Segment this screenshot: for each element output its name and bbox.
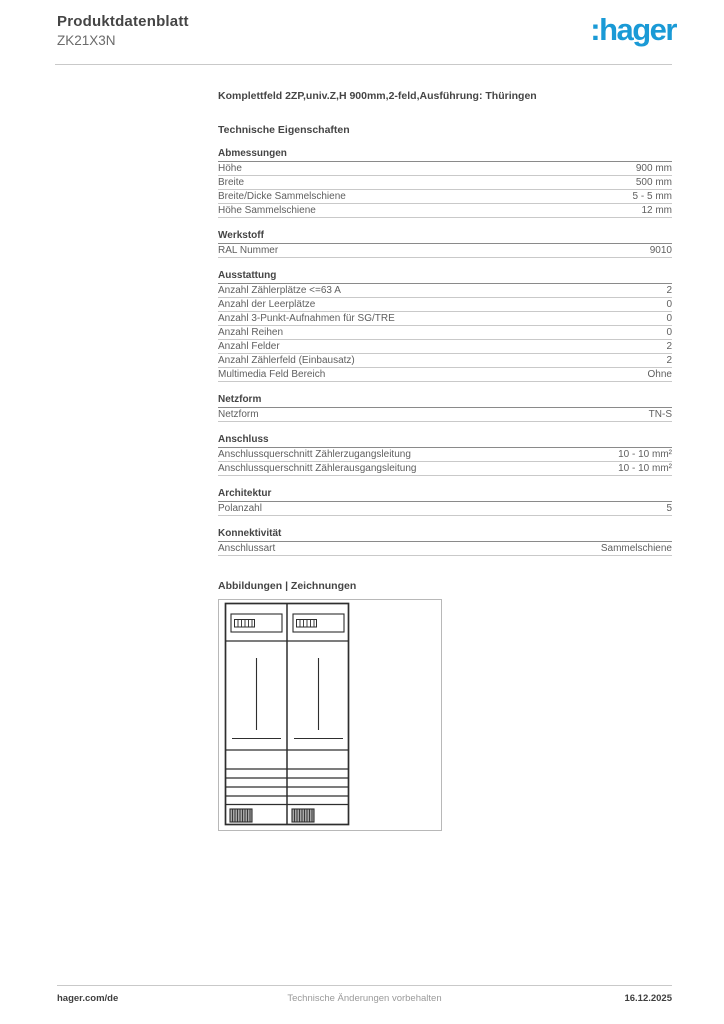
spec-row [218,244,672,258]
spec-row [218,204,672,218]
spec-label: Breite/Dicke Sammelschiene [218,190,346,202]
spec-label: Polanzahl [218,502,262,514]
spec-value: 12 mm [641,204,672,216]
header-divider [55,64,672,65]
section-netzform [218,394,672,422]
spec-label: Netzform [218,408,259,420]
section-title: Anschluss [218,434,672,448]
spec-value: TN-S [648,408,672,420]
spec-value: 2 [666,284,672,296]
drawings-heading: Abbildungen | Zeichnungen [218,580,357,592]
section-title: Konnektivität [218,528,672,542]
spec-label: Höhe Sammelschiene [218,204,316,216]
section-title: Architektur [218,488,672,502]
spec-value: Sammelschiene [600,542,672,554]
spec-value: 10 - 10 mm² [618,448,672,460]
section-title: Netzform [218,394,672,408]
spec-row [218,162,672,176]
header-text-block [57,13,189,48]
spec-label: Anschlussquerschnitt Zählerausgangsleitung [218,462,417,474]
spec-label: Anzahl Felder [218,340,280,352]
section-title: Werkstoff [218,230,672,244]
spec-row [218,340,672,354]
content-column [218,90,672,831]
spec-value: Ohne [647,368,672,380]
product-drawing [218,599,442,831]
spec-value: 0 [666,312,672,324]
tech-properties-heading: Technische Eigenschaften [218,124,350,136]
spec-value: 10 - 10 mm² [618,462,672,474]
spec-value: 2 [666,354,672,366]
spec-row [218,312,672,326]
spec-row [218,284,672,298]
footer-date: 16.12.2025 [624,993,672,1004]
product-reference: ZK21X3N [57,33,116,48]
spec-row [218,190,672,204]
spec-label: Multimedia Feld Bereich [218,368,326,380]
spec-row [218,354,672,368]
spec-label: Höhe [218,162,242,174]
footer-website-link[interactable]: hager.com/de [57,993,119,1004]
page-header [57,13,676,48]
spec-value: 900 mm [635,162,672,174]
spec-label: Breite [218,176,245,188]
section-title: Ausstattung [218,270,672,284]
spec-row [218,448,672,462]
spec-label: Anzahl der Leerplätze [218,298,316,310]
spec-value: 2 [666,340,672,352]
document-type: Produktdatenblatt [57,13,189,30]
hager-logo: :hager [590,12,676,47]
section-abmessungen [218,148,672,218]
section-konnektivitaet [218,528,672,556]
spec-label: Anschlussquerschnitt Zählerzugangsleitung [218,448,411,460]
spec-value: 0 [666,298,672,310]
spec-row [218,368,672,382]
cabinet-schematic-drawing [219,600,441,830]
section-anschluss [218,434,672,476]
section-werkstoff [218,230,672,258]
spec-value: 5 [666,502,672,514]
section-title: Abmessungen [218,148,672,162]
spec-value: 0 [666,326,672,338]
spec-row [218,326,672,340]
spec-label: Anzahl Zählerplätze <=63 A [218,284,341,296]
spec-row [218,176,672,190]
product-title: Komplettfeld 2ZP,univ.Z,H 900mm,2-feld,Ausführung: Thüringen [218,90,537,102]
spec-row [218,542,672,556]
section-ausstattung [218,270,672,382]
page-footer [57,985,672,1004]
footer-disclaimer: Technische Änderungen vorbehalten [287,993,442,1004]
spec-label: RAL Nummer [218,244,279,256]
section-architektur [218,488,672,516]
spec-row [218,298,672,312]
spec-label: Anzahl Zählerfeld (Einbausatz) [218,354,355,366]
spec-row [218,408,672,422]
spec-row [218,462,672,476]
spec-value: 500 mm [635,176,672,188]
spec-label: Anzahl Reihen [218,326,284,338]
spec-label: Anzahl 3-Punkt-Aufnahmen für SG/TRE [218,312,395,324]
spec-value: 9010 [649,244,672,256]
spec-value: 5 - 5 mm [632,190,672,202]
spec-row [218,502,672,516]
spec-label: Anschlussart [218,542,276,554]
